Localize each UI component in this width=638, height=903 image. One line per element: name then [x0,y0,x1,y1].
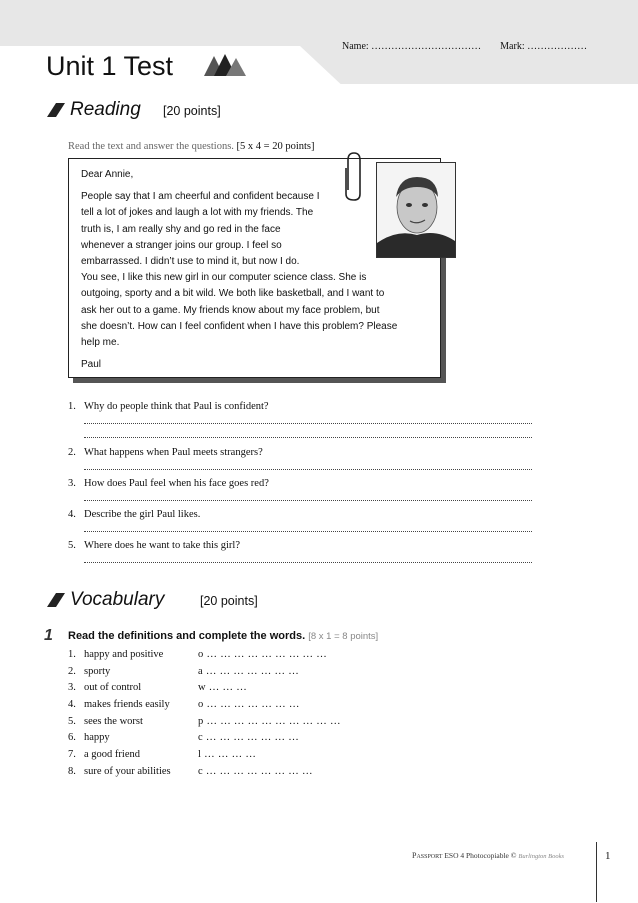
letter-greeting: Dear Annie, [81,169,134,180]
name-mark-line [342,41,587,52]
answer-line[interactable] [84,531,532,532]
vocab-number: 4. [68,699,76,711]
letter-line: embarrassed. I didn’t use to mind it, but now I do. [81,256,300,268]
answer-line[interactable] [84,500,532,501]
question-item [68,401,538,447]
answer-line[interactable] [84,437,532,438]
vocab-answer[interactable]: o … … … … … … … [198,699,300,711]
vocab-answer[interactable]: l … … … … [198,749,257,761]
vocab-number: 7. [68,749,76,761]
letter-line: tell a lot of jokes and laugh a lot with my friends. The [81,207,314,219]
question-number: 5. [68,540,76,551]
vocabulary-points: [20 points] [200,594,258,608]
reading-instruction-points: [5 x 4 = 20 points] [236,141,315,152]
letter-signature: Paul [81,359,102,371]
boy-photo [376,162,456,258]
letter-line: You see, I like this new girl in our computer science class. She is [81,272,367,284]
letter-line: truth is, I am really shy and go red in the face [81,223,281,235]
question-item [68,540,538,571]
question-text: Describe the girl Paul likes. [84,509,201,520]
answer-line[interactable] [84,562,532,563]
vocab-number: 3. [68,682,76,694]
vocab-answer[interactable]: c … … … … … … … … [198,765,313,777]
footer [412,851,564,860]
question-text: Where does he want to take this girl? [84,540,240,551]
question-number: 4. [68,509,76,520]
question-item [68,509,538,540]
footer-divider [596,842,597,902]
vocab-number: 2. [68,665,76,677]
name-field[interactable]: Name: …………………………… [342,41,482,52]
vocab-definition: happy and positive [84,649,164,660]
letter-line: People say that I am cheerful and confident because I [81,191,320,203]
section-marker-icon [47,593,65,607]
footer-series: Passport [412,851,443,860]
reading-points: [20 points] [163,104,221,118]
vocab-number: 5. [68,715,76,727]
vocab-definition: makes friends easily [84,699,170,711]
vocab-answer[interactable]: a … … … … … … … [198,665,300,677]
vocab-answer[interactable]: c … … … … … … … [198,732,300,744]
letter-line: she doesn’t. How can I feel confident when I have this problem? Please [81,320,398,332]
vocab-definition: a good friend [84,749,140,761]
letter-line: ask her out to a game. My friends know about my face problem, but [81,304,380,316]
vocab-answer[interactable]: p … … … … … … … … … … [198,715,341,727]
mountains-logo-icon [204,54,248,76]
question-number: 3. [68,478,76,489]
paperclip-icon [342,150,366,202]
question-item [68,478,538,509]
letter-line: whenever a stranger joins our group. I feel so [81,239,282,251]
vocab-definition: happy [84,732,110,744]
question-text: Why do people think that Paul is confident? [84,401,269,412]
section-marker-icon [47,103,65,117]
question-text: What happens when Paul meets strangers? [84,447,263,458]
vocab-definition: out of control [84,682,142,694]
question-item [68,447,538,478]
mark-field[interactable]: Mark: ……………… [500,41,588,52]
page-number: 1 [605,850,611,862]
letter-line: outgoing, sporty and a bit wild. We both like basketball, and I want to [81,288,385,300]
question-number: 1. [68,401,76,412]
vocab-number: 6. [68,732,76,744]
vocab-number: 1. [68,649,76,660]
reading-questions [68,401,538,571]
vocab-definition: sees the worst [84,715,143,727]
vocab-answer[interactable]: w … … … [198,682,248,694]
answer-line[interactable] [84,469,532,470]
exercise-number: 1 [44,627,53,644]
vocabulary-heading: Vocabulary [70,589,165,610]
letter-line: help me. [81,337,120,349]
page-title: Unit 1 Test [46,51,174,81]
footer-copyright: © [510,851,517,860]
answer-line[interactable] [84,423,532,424]
footer-publisher: Burlington Books [518,853,565,860]
vocab-number: 8. [68,765,76,777]
vocab-answer[interactable]: o … … … … … … … … … [198,649,328,660]
question-text: How does Paul feel when his face goes red? [84,478,269,489]
vocab-definition: sporty [84,665,111,677]
header-band [0,0,638,46]
vocabulary-instruction: Read the definitions and complete the words. [8 x 1 = 8 points] [68,630,379,642]
reading-heading: Reading [70,99,141,120]
footer-level: ESO 4 Photocopiable [444,851,509,860]
vocabulary-instruction-points: [8 x 1 = 8 points] [308,631,379,642]
vocab-definition: sure of your abilities [84,765,171,777]
question-number: 2. [68,447,76,458]
reading-instruction: Read the text and answer the questions. [5 x 4 = 20 points] [68,141,315,152]
boy-portrait-icon [377,163,455,257]
